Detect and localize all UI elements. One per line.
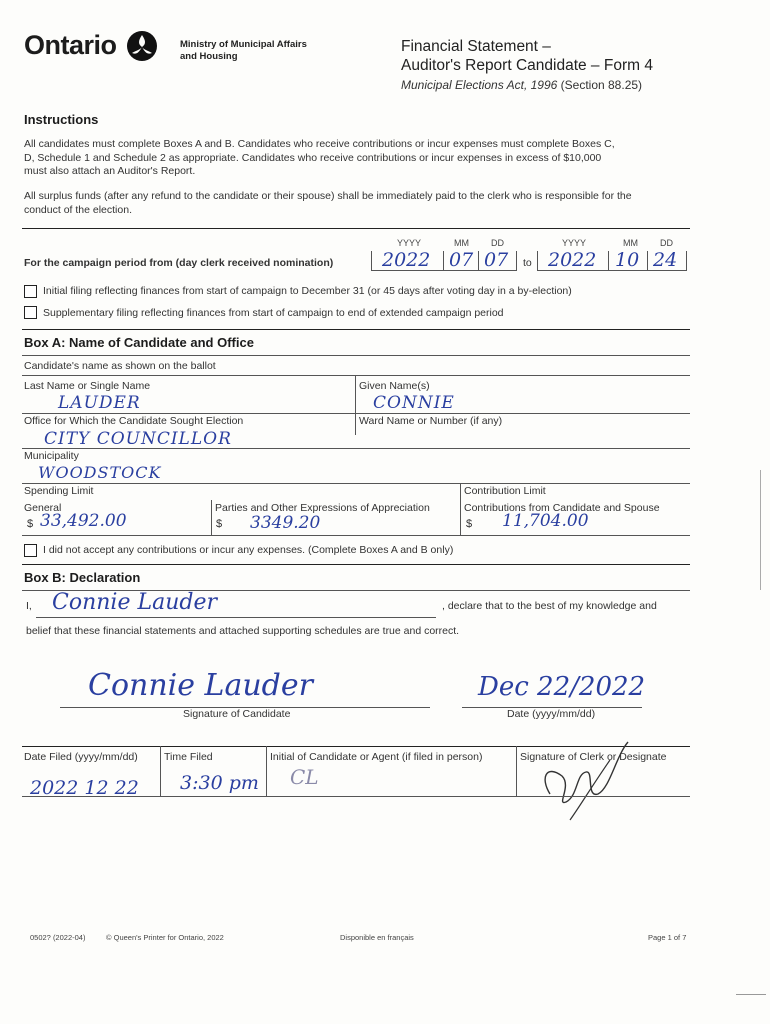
- form-act: [401, 78, 642, 92]
- parties-label: Parties and Other Expressions of Appreciation: [215, 502, 430, 514]
- date-label: Date (yyyy/mm/dd): [507, 708, 596, 720]
- to-month[interactable]: 10: [615, 249, 640, 271]
- declaration-date[interactable]: Dec 22/2022: [478, 672, 646, 702]
- form-title-line-1: Financial Statement –: [401, 38, 551, 55]
- office-label: Office for Which the Candidate Sought Election: [24, 415, 244, 427]
- given-name-label: Given Name(s): [359, 380, 430, 392]
- spending-limit-label: Spending Limit: [24, 485, 94, 497]
- box-a-heading: Box A: Name of Candidate and Office: [24, 335, 254, 350]
- instructions-heading: Instructions: [24, 112, 99, 127]
- form-number: 0502? (2022-04): [30, 933, 86, 942]
- declarant-name[interactable]: Connie Lauder: [52, 590, 217, 615]
- ontario-logo: [24, 30, 117, 61]
- to-year[interactable]: 2022: [548, 249, 597, 271]
- time-filed-label: Time Filed: [164, 751, 213, 763]
- last-name-value[interactable]: LAUDER: [58, 393, 141, 413]
- instructions-para-2: All surplus funds (after any refund to the candidate or their spouse) shall be immediately paid to the clerk who is responsible for the conduct of the election.: [24, 190, 632, 216]
- campaign-period-label: For the campaign period from (day clerk received nomination): [24, 257, 334, 269]
- from-yyyy-label: YYYY: [397, 238, 422, 248]
- clerk-signature[interactable]: [520, 736, 630, 824]
- contribution-limit-label: Contribution Limit: [464, 485, 546, 497]
- ministry-line-1: Ministry of Municipal Affairs: [180, 39, 307, 50]
- given-name-value[interactable]: CONNIE: [373, 393, 455, 413]
- initial-filing-checkbox[interactable]: [24, 285, 37, 298]
- to-yyyy-label: YYYY: [562, 238, 587, 248]
- belief-text: belief that these financial statements and attached supporting schedules are true and correct.: [26, 625, 460, 637]
- from-month[interactable]: 07: [449, 249, 474, 271]
- time-filed-value[interactable]: 3:30 pm: [180, 772, 259, 794]
- ballot-note: Candidate's name as shown on the ballot: [24, 360, 216, 372]
- from-day[interactable]: 07: [484, 249, 509, 271]
- initial-value[interactable]: CL: [290, 765, 319, 789]
- parties-value[interactable]: 3349.20: [250, 513, 321, 533]
- ward-label: Ward Name or Number (if any): [359, 415, 503, 427]
- clerk-signature-label: Signature of Clerk or Designate: [520, 751, 667, 763]
- last-name-label: Last Name or Single Name: [24, 380, 151, 392]
- general-label: General: [24, 502, 62, 514]
- municipality-value[interactable]: WOODSTOCK: [38, 463, 162, 482]
- contribution-from-label: Contributions from Candidate and Spouse: [464, 502, 660, 514]
- municipality-label: Municipality: [24, 450, 79, 462]
- ontario-wordmark: Ontario: [24, 30, 117, 60]
- to-day[interactable]: 24: [653, 249, 678, 271]
- no-contributions-label: I did not accept any contributions or incur any expenses. (Complete Boxes A and B only): [43, 544, 454, 556]
- from-mm-label: MM: [454, 238, 469, 248]
- date-filed-value[interactable]: 2022 12 22: [30, 777, 139, 799]
- declare-text: , declare that to the best of my knowledge and: [442, 600, 657, 612]
- contribution-currency: $: [466, 518, 473, 530]
- to-dd-label: DD: [660, 238, 673, 248]
- contribution-value[interactable]: 11,704.00: [502, 511, 589, 531]
- declaration-i: I,: [26, 600, 32, 612]
- instructions-para-1: All candidates must complete Boxes A and B. Candidates who receive contributions or incur expenses must complete Boxes C, D, Schedule 1 and Schedule 2 as appropriate. Candidates who receive contributions or incur expenses in excess of $10,000 must also attach an Auditor's Report.: [24, 138, 615, 177]
- supplementary-filing-label: Supplementary filing reflecting finances from start of campaign to end of extended campaign period: [43, 307, 504, 319]
- act-section: (Section 88.25): [560, 78, 643, 92]
- general-value[interactable]: 33,492.00: [40, 511, 127, 531]
- supplementary-filing-checkbox[interactable]: [24, 306, 37, 319]
- initial-filing-label: Initial filing reflecting finances from start of campaign to December 31 (or 45 days after voting day in a by-election): [43, 285, 572, 297]
- initial-label: Initial of Candidate or Agent (if filed in person): [270, 751, 483, 763]
- from-dd-label: DD: [491, 238, 504, 248]
- copyright: © Queen's Printer for Ontario, 2022: [106, 933, 224, 942]
- parties-currency: $: [216, 518, 223, 530]
- signature-label: Signature of Candidate: [183, 708, 291, 720]
- office-value[interactable]: CITY COUNCILLOR: [44, 429, 232, 449]
- availability: Disponible en français: [340, 933, 414, 942]
- trillium-icon: [126, 30, 158, 62]
- to-label: to: [523, 257, 532, 269]
- act-name: Municipal Elections Act, 1996: [401, 78, 558, 92]
- general-currency: $: [27, 518, 34, 530]
- from-year[interactable]: 2022: [382, 249, 431, 271]
- to-mm-label: MM: [623, 238, 638, 248]
- box-b-heading: Box B: Declaration: [24, 570, 141, 585]
- form-title-line-2: Auditor's Report Candidate – Form 4: [401, 57, 653, 74]
- date-filed-label: Date Filed (yyyy/mm/dd): [24, 751, 138, 763]
- ministry-line-2: and Housing: [180, 51, 238, 62]
- no-contributions-checkbox[interactable]: [24, 544, 37, 557]
- page-number: Page 1 of 7: [648, 933, 687, 942]
- candidate-signature[interactable]: Connie Lauder: [88, 668, 313, 703]
